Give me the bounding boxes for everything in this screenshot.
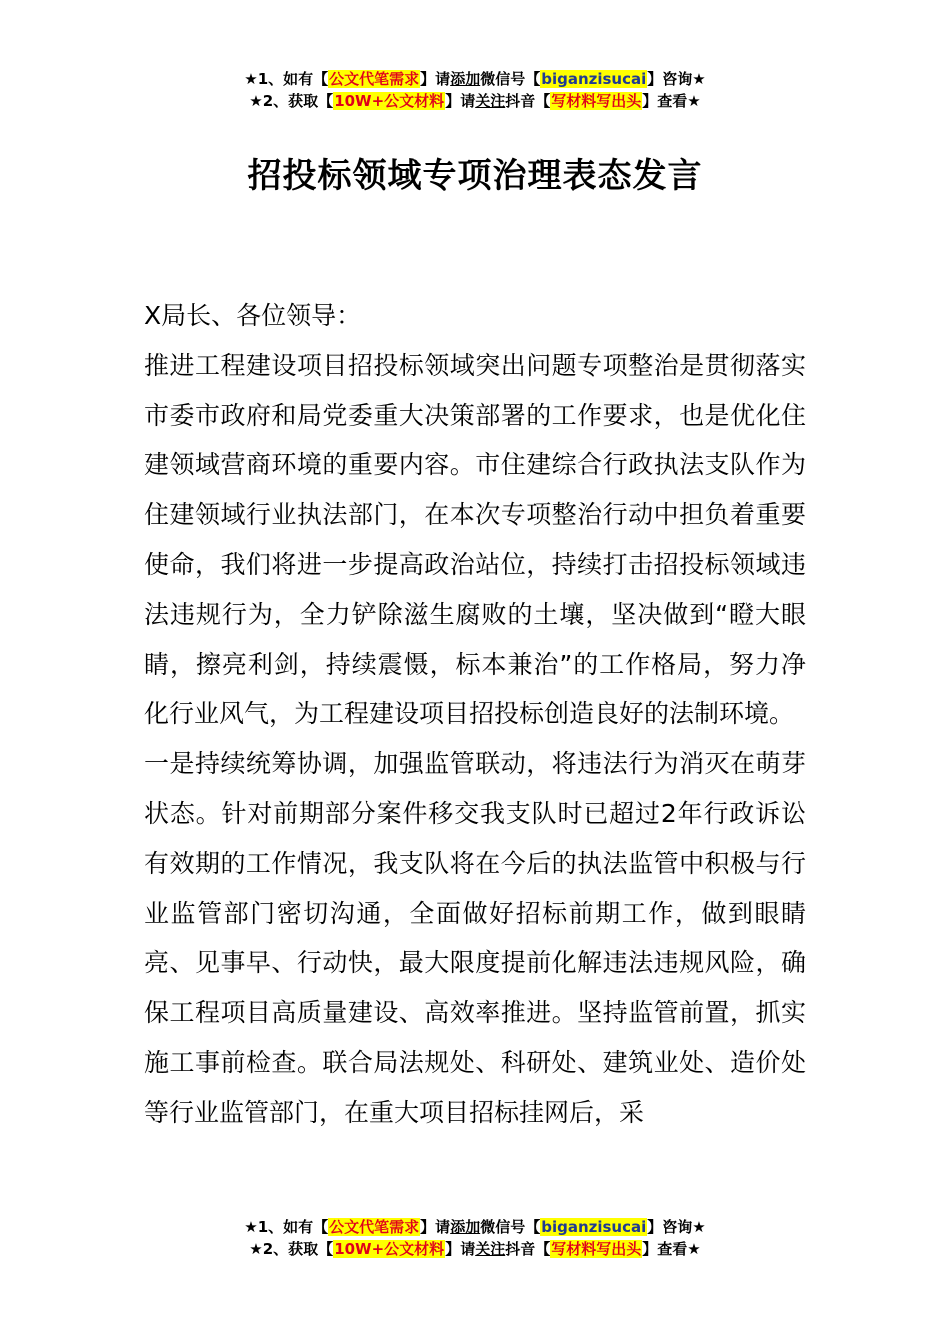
banner-text: 】咨询★	[647, 70, 706, 88]
footer-banner	[0, 1216, 950, 1260]
banner-text: 】请	[445, 92, 476, 110]
banner-text: 抖音【	[505, 1240, 551, 1258]
banner-line-2	[0, 1238, 950, 1260]
banner-text: ★1、如有【	[244, 70, 329, 88]
banner-highlight: 公文代笔需求	[329, 1218, 420, 1236]
banner-line-2	[0, 90, 950, 112]
banner-underline: 添加	[450, 1218, 481, 1236]
banner-text: 】请	[420, 70, 451, 88]
banner-line-1	[0, 68, 950, 90]
banner-text: 微信号【	[480, 1218, 541, 1236]
banner-text: 】请	[420, 1218, 451, 1236]
banner-highlight: 10W+公文材料	[334, 92, 445, 110]
banner-text: 抖音【	[505, 92, 551, 110]
banner-text: 】查看★	[642, 92, 701, 110]
paragraph: 一是持续统筹协调，加强监管联动，将违法行为消灭在萌芽状态。针对前期部分案件移交我支队时已超过2年行政诉讼有效期的工作情况，我支队将在今后的执法监管中积极与行业监管部门密切沟通，全面做好招标前期工作，做到眼睛亮、见事早、行动快，最大限度提前化解违法违规风险，确保工程项目高质量建设、高效率推进。坚持监管前置，抓实施工事前检查。联合局法规处、科研处、建筑业处、造价处等行业监管部门，在重大项目招标挂网后，采	[144, 749, 806, 1127]
banner-highlight: 10W+公文材料	[334, 1240, 445, 1258]
banner-underline: 关注	[475, 92, 506, 110]
header-banner	[0, 68, 950, 112]
banner-text: 微信号【	[480, 70, 541, 88]
banner-highlight: 写材料写出头	[551, 1240, 642, 1258]
banner-text: ★2、获取【	[249, 92, 334, 110]
banner-text: ★1、如有【	[244, 1218, 329, 1236]
document-body	[144, 291, 806, 1138]
banner-text: 】请	[445, 1240, 476, 1258]
banner-wechat-id: biganzisucai	[541, 1218, 647, 1236]
paragraph: 推进工程建设项目招投标领域突出问题专项整治是贯彻落实市委市政府和局党委重大决策部署的工作要求，也是优化住建领域营商环境的重要内容。市住建综合行政执法支队作为住建领域行业执法部门，在本次专项整治行动中担负着重要使命，我们将进一步提高政治站位，持续打击招投标领域违法违规行为，全力铲除滋生腐败的土壤，坚决做到“瞪大眼睛，擦亮利剑，持续震慑，标本兼治”的工作格局，努力净化行业风气，为工程建设项目招投标创造良好的法制环境。	[144, 350, 806, 729]
banner-underline: 添加	[450, 70, 481, 88]
banner-line-1	[0, 1216, 950, 1238]
banner-underline: 关注	[475, 1240, 506, 1258]
banner-text: 】查看★	[642, 1240, 701, 1258]
banner-highlight: 写材料写出头	[551, 92, 642, 110]
page-title: 招投标领域专项治理表态发言	[247, 156, 703, 196]
banner-text: 】咨询★	[647, 1218, 706, 1236]
banner-highlight: 公文代笔需求	[329, 70, 420, 88]
banner-wechat-id: biganzisucai	[541, 70, 647, 88]
salutation: X局长、各位领导：	[144, 301, 362, 330]
banner-text: ★2、获取【	[249, 1240, 334, 1258]
